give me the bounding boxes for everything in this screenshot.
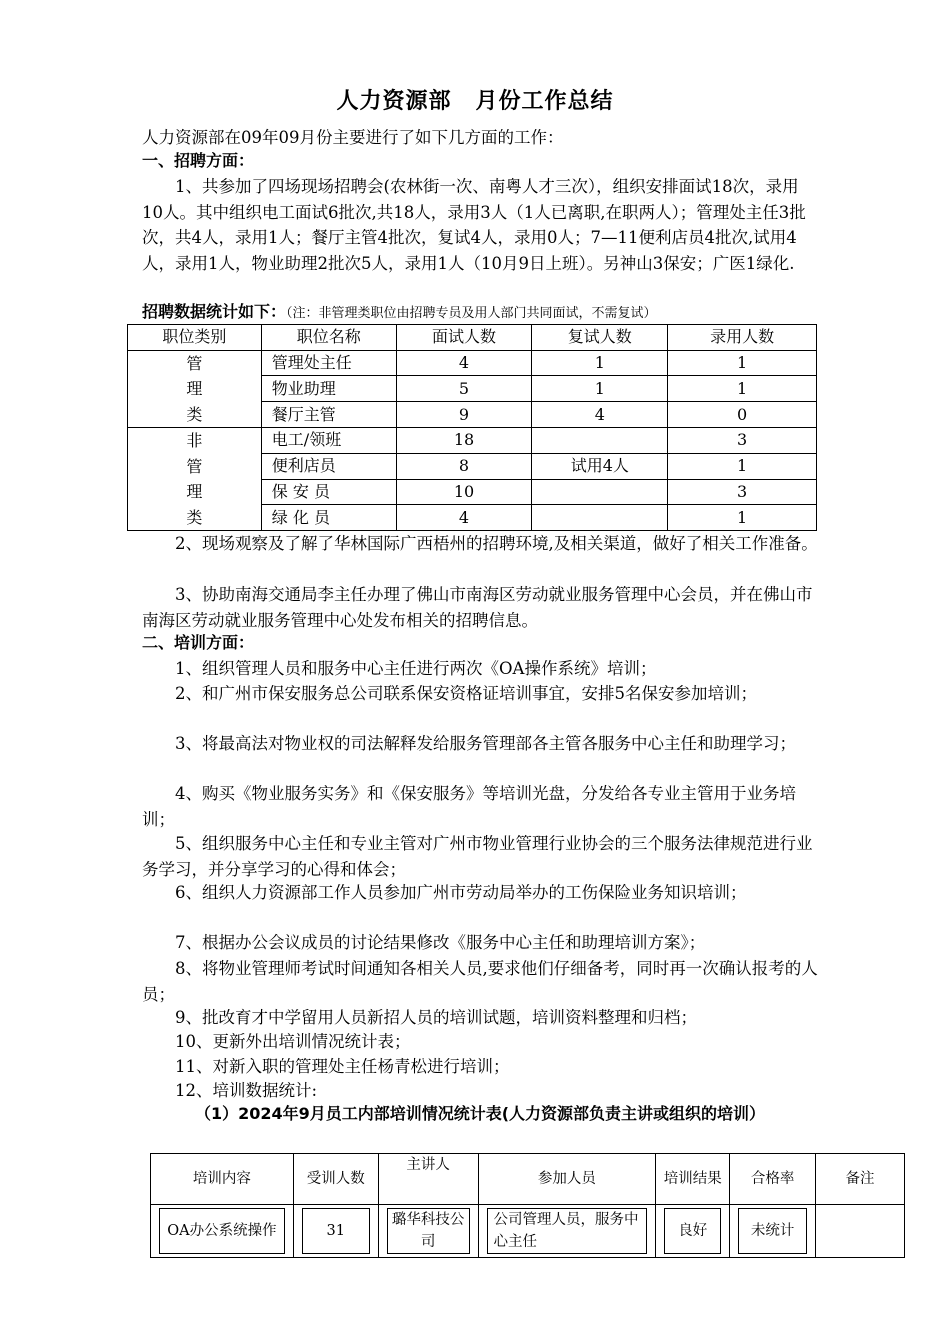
stats-note: （注：非管理类职位由招聘专员及用人部门共同面试，不需复试）	[286, 306, 657, 321]
header-cell: 合格率	[730, 1154, 816, 1205]
category-char: 非	[186, 431, 203, 450]
header-cell: 培训内容	[151, 1154, 294, 1205]
category-char: 理	[186, 379, 203, 398]
participants	[478, 1205, 656, 1258]
header-cell: 培训结果	[656, 1154, 730, 1205]
header-cell: 录用人数	[668, 325, 817, 351]
hired-count: 0	[668, 402, 817, 428]
position-name: 绿 化 员	[261, 505, 396, 531]
header-cell: 职位名称	[261, 325, 396, 351]
interview-count: 9	[396, 402, 532, 428]
speaker-text: 璐华科技公司	[387, 1208, 470, 1254]
training-item: 4、购买《物业服务实务》和《保安服务》等培训光盘，分发给各专业主管用于业务培训；	[142, 784, 796, 829]
interview-count: 8	[396, 453, 532, 479]
retest-count: 1	[532, 350, 668, 376]
table-row	[128, 350, 817, 376]
recruit-item-3: 3、协助南海交通局李主任办理了佛山市南海区劳动就业服务管理中心会员，并在佛山市南海区劳动就业服务管理中心处发布相关的招聘信息。	[142, 585, 813, 630]
pass-rate-text: 未统计	[738, 1208, 807, 1254]
position-name: 餐厅主管	[261, 402, 396, 428]
category-char: 理	[186, 482, 203, 501]
hired-count: 1	[668, 376, 817, 402]
page-title	[0, 84, 950, 115]
recruit-table-header	[128, 325, 817, 351]
header-cell: 面试人数	[396, 325, 532, 351]
training-table-title: （1）2024年9月员工内部培训情况统计表(人力资源部负责主讲或组织的培训）	[194, 1104, 766, 1123]
hired-count: 3	[668, 428, 817, 454]
training-item: 5、组织服务中心主任和专业主管对广州市物业管理行业协会的三个服务法律规范进行业务学习，并分享学习的心得和体会；	[142, 834, 813, 879]
interview-count: 4	[396, 505, 532, 531]
trainee-count-text: 31	[302, 1208, 370, 1254]
pass-rate	[730, 1205, 816, 1258]
interview-count: 4	[396, 350, 532, 376]
category-char: 类	[186, 404, 203, 424]
category-management	[128, 350, 262, 428]
header-cell: 复试人数	[532, 325, 668, 351]
retest-count: 4	[532, 402, 668, 428]
remark	[816, 1205, 905, 1258]
hired-count: 1	[668, 350, 817, 376]
header-cell: 备注	[816, 1154, 905, 1205]
position-name: 电工/领班	[261, 428, 396, 454]
section2-heading: 二、培训方面：	[142, 633, 255, 652]
participants-text: 公司管理人员，服务中心主任	[487, 1208, 648, 1254]
training-table	[150, 1153, 905, 1258]
header-cell: 受训人数	[293, 1154, 378, 1205]
title-department: 人力资源部	[336, 89, 452, 114]
retest-count	[532, 428, 668, 454]
interview-count: 18	[396, 428, 532, 454]
position-name: 便利店员	[261, 453, 396, 479]
category-char: 类	[186, 507, 203, 527]
header-cell: 职位类别	[128, 325, 262, 351]
table-row	[151, 1205, 905, 1258]
category-char: 管	[186, 353, 203, 373]
training-table-header	[151, 1154, 905, 1205]
training-item: 8、将物业管理师考试时间通知各相关人员,要求他们仔细备考，同时再一次确认报考的人员；	[142, 959, 818, 1004]
recruit-item-1: 1、共参加了四场现场招聘会(农林街一次、南粤人才三次），组织安排面试18次，录用10人。其中组织电工面试6批次,共18人，录用3人（1人已离职,在职两人）；管理处主任3批次，共4人，录用1人；餐厅主管4批次，复试4人，录用0人；7—11便利店员4批次,试用4人，录用1人，物业助理2批次5人，录用1人（10月9日上班）。另神山3保安；广医1绿化.	[142, 177, 806, 273]
header-cell: 主讲人	[378, 1154, 478, 1205]
section1-heading: 一、招聘方面：	[142, 151, 255, 170]
recruit-stats-label	[142, 301, 657, 325]
interview-count: 10	[396, 479, 532, 505]
title-summary: 月份工作总结	[475, 89, 614, 114]
retest-count: 试用4人	[532, 453, 668, 479]
trainee-count	[293, 1205, 378, 1258]
training-content	[151, 1205, 294, 1258]
intro-paragraph: 人力资源部在09年09月份主要进行了如下几方面的工作：	[142, 128, 564, 147]
hired-count: 1	[668, 505, 817, 531]
position-name: 管理处主任	[261, 350, 396, 376]
hired-count: 3	[668, 479, 817, 505]
training-item: 1、组织管理人员和服务中心主任进行两次《OA操作系统》培训；	[175, 659, 657, 678]
training-item: 6、组织人力资源部工作人员参加广州市劳动局举办的工伤保险业务知识培训；	[175, 883, 747, 902]
table-row	[128, 428, 817, 454]
interview-count: 5	[396, 376, 532, 402]
training-item: 11、对新入职的管理处主任杨青松进行培训；	[175, 1057, 510, 1076]
training-item: 7、根据办公会议成员的讨论结果修改《服务中心主任和助理培训方案》；	[175, 933, 706, 952]
recruit-table	[127, 324, 817, 531]
category-char: 管	[186, 456, 203, 476]
recruit-item-2: 2、现场观察及了解了华林国际广西梧州的招聘环境,及相关渠道，做好了相关工作准备。	[175, 534, 818, 553]
training-result-text: 良好	[664, 1208, 721, 1254]
training-result	[656, 1205, 730, 1258]
retest-count	[532, 479, 668, 505]
retest-count: 1	[532, 376, 668, 402]
position-name: 保 安 员	[261, 479, 396, 505]
category-non-management	[128, 428, 262, 531]
training-item: 12、培训数据统计:	[175, 1081, 318, 1100]
position-name: 物业助理	[261, 376, 396, 402]
training-item: 3、将最高法对物业权的司法解释发给服务管理部各主管各服务中心主任和助理学习；	[175, 734, 796, 753]
training-item: 10、更新外出培训情况统计表；	[175, 1032, 411, 1051]
retest-count	[532, 505, 668, 531]
hired-count: 1	[668, 453, 817, 479]
training-content-text: OA办公系统操作	[159, 1208, 285, 1254]
stats-label-text: 招聘数据统计如下：	[142, 302, 287, 321]
speaker	[378, 1205, 478, 1258]
training-item: 9、批改育才中学留用人员新招人员的培训试题，培训资料整理和归档；	[175, 1008, 697, 1027]
training-item: 2、和广州市保安服务总公司联系保安资格证培训事宜，安排5名保安参加培训；	[175, 684, 757, 703]
header-cell: 参加人员	[478, 1154, 656, 1205]
